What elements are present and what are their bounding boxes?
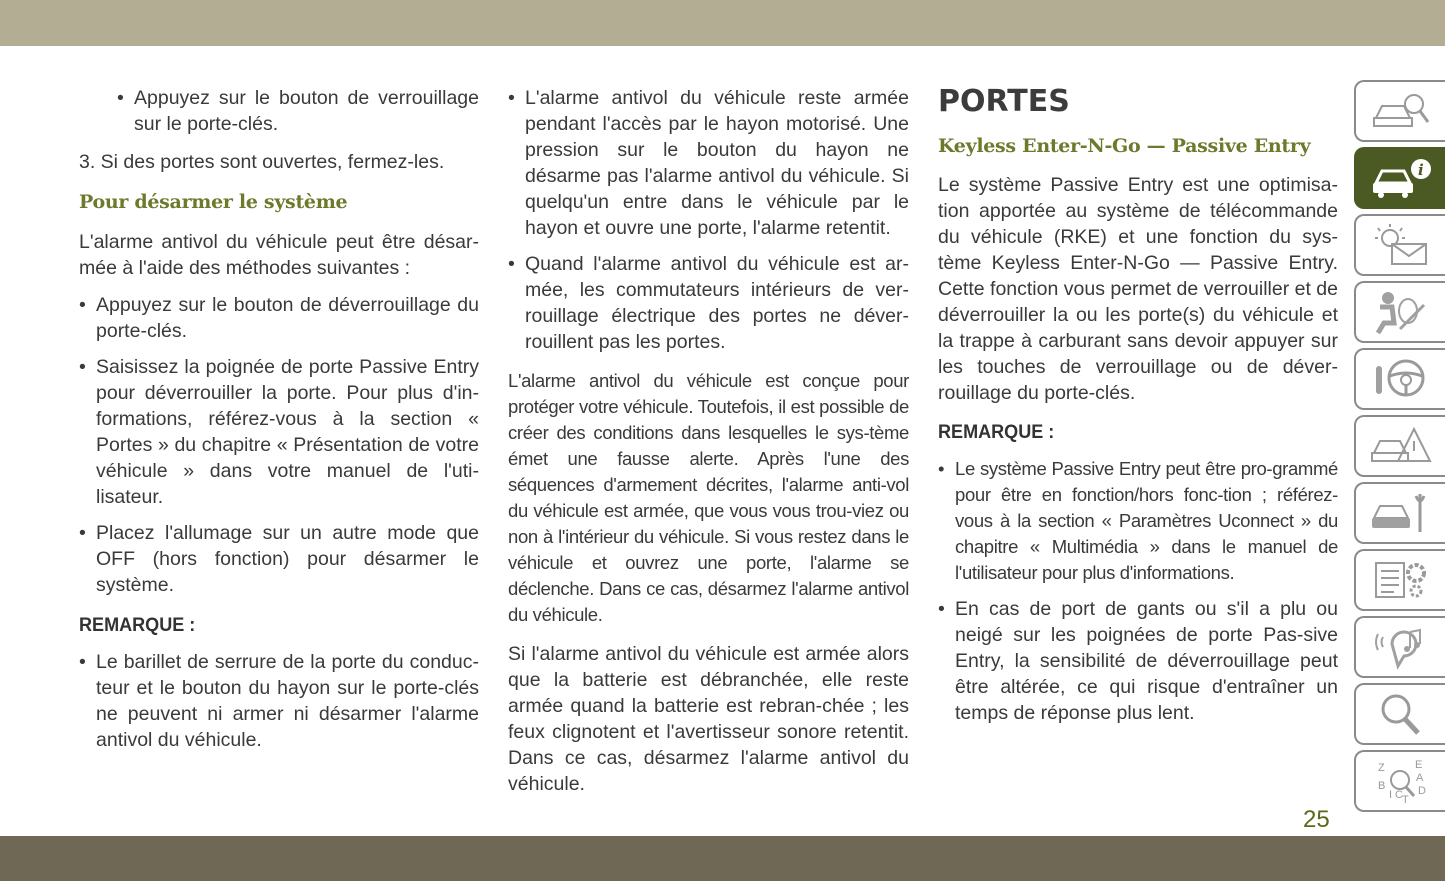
car-info-icon [1370,155,1432,201]
list-item: • L'alarme antivol du véhicule reste armée pendant l'accès par le hayon motorisé. Une pression sur le bouton du hayon ne désarme pas l'alarme antivol du véhicule. Si quelqu'un entre dans le véhicule par le hayon et ouvre une porte, l'alarme retentit. [508,85,909,241]
column-3 [938,85,1338,726]
bottom-band [0,836,1445,881]
specifications-gear-icon [1370,557,1432,603]
heading-disarm: Pour désarmer le système [79,191,348,213]
index-letter: A [1415,772,1423,784]
list-item: • Saisissez la poignée de porte Passive Entry pour déverrouiller la porte. Pour plus d'in-formations, référez-vous à la section « Portes » du chapitre « Présentation de votre véhicule » dans votre manuel de l'uti-lisateur. [79,354,479,510]
tab-safety[interactable] [1354,281,1445,343]
index-letter: T [1401,794,1409,804]
top-band [0,0,1445,46]
tab-specifications[interactable] [1354,549,1445,611]
car-breakdown-warning-icon [1370,423,1432,469]
index-letter: Z [1377,762,1385,774]
car-search-icon [1370,88,1432,134]
tab-steering[interactable] [1354,348,1445,410]
note-label: REMARQUE : [79,615,196,636]
tab-breakdown[interactable] [1354,415,1445,477]
warning-light-message-icon [1370,222,1432,268]
page-title: PORTES [938,84,1070,119]
list-item: • Placez l'allumage sur un autre mode que OFF (hors fonction) pour désarmer le système. [79,520,479,598]
paragraph: Le système Passive Entry est une optimisa-tion apportée au système de télécommande du véhicule (RKE) et une fonction du sys-tème Keyless Enter-N-Go — Passive Entry. Cette fonction vous permet de verrouiller et de déverrouiller la ou les porte(s) du véhicule et la trappe à carburant sans devoir appuyer sur les touches de verrouillage ou de déver-rouillage du porte-clés. [938,174,1338,404]
list-item: • Le système Passive Entry peut être pro-grammé pour être en fonction/hors fonc-tion ; référez-vous à la section « Paramètres Uconnect » du chapitre « Multimédia » dans le manuel de l'utilisateur pour plus d'informations. [938,456,1338,586]
tab-car-info[interactable] [1354,147,1445,209]
airbag-safety-icon [1370,289,1432,335]
index-icon [1370,758,1432,804]
list-item: • Appuyez sur le bouton de déverrouillage du porte-clés. [79,292,479,344]
tab-search[interactable] [1354,683,1445,745]
bullet-lock: • Appuyez sur le bouton de verrouillage sur le porte-clés. [117,85,479,137]
tab-index[interactable] [1354,750,1445,812]
steering-wheel-icon [1370,356,1432,402]
tab-car-search[interactable] [1354,80,1445,142]
note-label: REMARQUE : [938,422,1055,443]
index-letter: E [1414,759,1422,771]
column-1 [79,85,479,753]
multimedia-icon [1370,624,1432,670]
section-subtitle: Keyless Enter-N-Go — Passive Entry [938,135,1311,157]
paragraph: Si l'alarme antivol du véhicule est armée alors que la batterie est débranchée, elle reste armée quand la batterie est rebran-chée ; les feux clignotent et l'avertisseur sonore retentit. Dans ce cas, désarmez l'alarme antivol du véhicule. [508,643,909,795]
list-item: • En cas de port de gants ou s'il a plu ou neigé sur les poignées de porte Pas-sive Entry, la sensibilité de déverrouillage peut être altérée, ce qui risque d'entraîner un temps de réponse plus lent. [938,596,1338,726]
car-maintenance-icon [1370,490,1432,536]
page-number: 25 [1303,806,1330,833]
search-icon [1370,691,1432,737]
tab-warning-lights[interactable] [1354,214,1445,276]
paragraph: L'alarme antivol du véhicule est conçue pour protéger votre véhicule. Toutefois, il est possible de créer des conditions dans lesquelles le sys-tème émet une fausse alerte. Après l'une des séquences d'armement décrites, l'alarme anti-vol du véhicule est armée, que vous vous trou-viez ou non à l'intérieur du véhicule. Si vous restez dans le véhicule et ouvrez une porte, l'alarme se déclenche. Dans ce cas, désarmez l'alarme antivol du véhicule. [508,370,909,625]
note-bullet: • Le barillet de serrure de la porte du conduc-teur et le bouton du hayon sur le porte-clés ne peuvent ni armer ni désarmer l'alarme antivol du véhicule. [79,649,479,753]
list-item: • Quand l'alarme antivol du véhicule est ar-mée, les commutateurs intérieurs de ver-rouillage électrique des portes ne déver-rouillent pas les portes. [508,251,909,355]
index-letter: C [1394,789,1403,801]
step-3: 3. Si des portes sont ouvertes, fermez-les. [79,151,445,173]
index-letter: B [1377,780,1385,792]
intro-paragraph: L'alarme antivol du véhicule peut être désar-mée à l'aide des méthodes suivantes : [79,231,479,279]
tab-multimedia[interactable] [1354,616,1445,678]
tab-maintenance[interactable] [1354,482,1445,544]
index-letter: D [1417,785,1426,797]
svg-text:i: i [1417,161,1424,179]
index-letter: I [1388,789,1392,801]
column-2 [508,85,909,797]
